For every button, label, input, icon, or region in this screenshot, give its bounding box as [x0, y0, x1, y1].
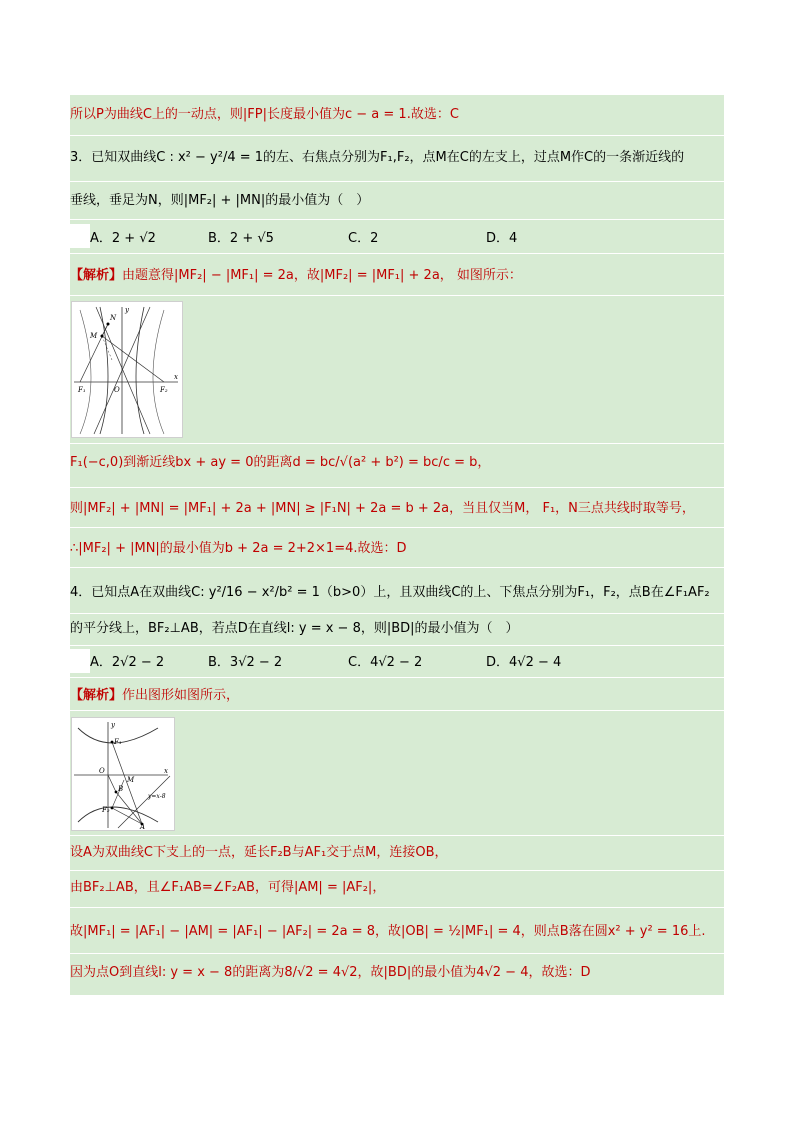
label-y: y	[111, 721, 115, 729]
lower-branch	[78, 807, 158, 822]
q4-step1	[70, 845, 724, 861]
q4-option-c[interactable]: C．4√2 − 2	[348, 655, 423, 670]
label-m: M	[127, 776, 135, 784]
divider	[70, 487, 724, 488]
q3-line2-text: 垂线，垂足为N，则|MF₂| + |MN|的最小值为（ ）	[70, 193, 370, 208]
q3-option-a[interactable]: A．2 + √2	[90, 231, 156, 246]
hyperbola-diagram-1	[72, 302, 182, 437]
segment-m-f2	[102, 336, 164, 382]
option-gutter	[70, 649, 90, 673]
label-f2: F₂	[160, 386, 168, 394]
q3-conclusion-text: ∴|MF₂| + |MN|的最小值为b + 2a = 2+2×1=4.故选：D	[70, 541, 407, 556]
divider	[70, 953, 724, 954]
divider	[70, 135, 724, 136]
divider	[70, 613, 724, 614]
q3-then-line	[70, 501, 724, 517]
q4-analysis-text: 作出图形如图所示，	[122, 688, 240, 703]
q3-line1-text: 3．已知双曲线C : x² − y²/4 = 1的左、右焦点分别为F₁,F₂，点M在C的左支上，过点M作C的一条渐近线的	[70, 150, 685, 165]
q3-analysis-line	[70, 268, 724, 284]
label-n: N	[110, 314, 117, 322]
label-o: O	[114, 386, 120, 394]
option-gutter	[70, 224, 90, 248]
line-l	[118, 776, 170, 828]
q3-option-c[interactable]: C．2	[348, 231, 379, 246]
divider	[70, 527, 724, 528]
divider	[70, 253, 724, 254]
segment-f2-a	[112, 808, 142, 824]
figure-hyperbola-2	[71, 717, 175, 831]
label-f2: F₂	[102, 806, 110, 814]
label-x: x	[164, 767, 168, 775]
label-o: O	[99, 767, 105, 775]
q3-options	[70, 220, 724, 253]
label-x: x	[174, 373, 178, 381]
q4-step4	[70, 965, 724, 981]
divider	[70, 835, 724, 836]
q4-option-b[interactable]: B．3√2 − 2	[208, 655, 283, 670]
q3-distance-text: F₁(−c,0)到渐近线bx + ay = 0的距离d = bc/√(a² + b²) = bc/c = b，	[70, 455, 491, 470]
q4-step3	[70, 924, 724, 940]
label-f1: F₁	[78, 386, 86, 394]
figure-hyperbola-1	[71, 301, 183, 438]
hyperbola-diagram-2	[72, 718, 174, 830]
divider	[70, 295, 724, 296]
q3-option-d[interactable]: D．4	[486, 231, 518, 246]
label-a: A	[140, 823, 146, 830]
q3-analysis-text: 由题意得|MF₂| − |MF₁| = 2a，故|MF₂| = |MF₁| + 2a， 如图所示：	[122, 268, 522, 283]
label-m: M	[90, 332, 98, 340]
prev-conclusion-text: 所以P为曲线C上的一动点，则|FP|长度最小值为c − a = 1.故选：C	[70, 107, 459, 122]
outer-left-curve	[80, 310, 91, 434]
q3-line2	[70, 193, 724, 209]
q4-step4-text: 因为点O到直线l: y = x − 8的距离为8/√2 = 4√2，故|BD|的最小值为4√2 − 4，故选：D	[70, 965, 591, 980]
q4-step1-text: 设A为双曲线C下支上的一点，延长F₂B与AF₁交于点M，连接OB，	[70, 845, 448, 860]
point-m	[101, 335, 104, 338]
divider	[70, 181, 724, 182]
q4-options	[70, 646, 724, 677]
point-b	[115, 791, 118, 794]
q4-analysis-line	[70, 688, 724, 704]
point-f2	[111, 807, 114, 810]
label-b: B	[118, 785, 124, 793]
prev-conclusion	[70, 107, 724, 123]
analysis-tag: 【解析】	[70, 688, 123, 703]
label-y: y	[125, 306, 129, 314]
point-n	[107, 323, 110, 326]
divider	[70, 677, 724, 678]
point-f1	[111, 741, 114, 744]
q4-line1	[70, 585, 724, 601]
divider	[70, 567, 724, 568]
q3-conclusion	[70, 541, 724, 557]
q4-line2	[70, 621, 724, 637]
divider	[70, 710, 724, 711]
q4-line2-text: 的平分线上，BF₂⊥AB，若点D在直线l: y = x − 8，则|BD|的最小值为（ ）	[70, 621, 519, 636]
q4-step2-text: 由BF₂⊥AB，且∠F₁AB=∠F₂AB，可得|AM| = |AF₂|，	[70, 880, 386, 895]
q4-line1-text: 4．已知点A在双曲线C: y²/16 − x²/b² = 1（b>0）上，且双曲线C的上、下焦点分别为F₁，F₂，点B在∠F₁AF₂	[70, 585, 710, 600]
q4-option-a[interactable]: A．2√2 − 2	[90, 655, 165, 670]
q3-line1	[70, 150, 724, 166]
divider	[70, 907, 724, 908]
divider	[70, 443, 724, 444]
q3-then-text: 则|MF₂| + |MN| = |MF₁| + 2a + |MN| ≥ |F₁N| + 2a = b + 2a，当且仅当M， F₁，N三点共线时取等号，	[70, 501, 695, 516]
q4-step2	[70, 880, 724, 896]
analysis-tag: 【解析】	[70, 268, 123, 283]
q3-distance-line	[70, 455, 724, 471]
q4-option-d[interactable]: D．4√2 − 4	[486, 655, 562, 670]
label-f1: F₁	[114, 738, 122, 746]
q3-option-b[interactable]: B．2 + √5	[208, 231, 274, 246]
right-branch	[136, 307, 144, 434]
solution-panel	[70, 95, 724, 995]
q4-step3-text: 故|MF₁| = |AF₁| − |AM| = |AF₁| − |AF₂| = 2a = 8，故|OB| = ½|MF₁| = 4，则点B落在圆x² + y² = 16上.	[70, 924, 706, 939]
outer-right-curve	[153, 310, 164, 434]
divider	[70, 870, 724, 871]
label-line-l: y=x-8	[148, 793, 166, 800]
segment-o-b	[108, 775, 116, 792]
